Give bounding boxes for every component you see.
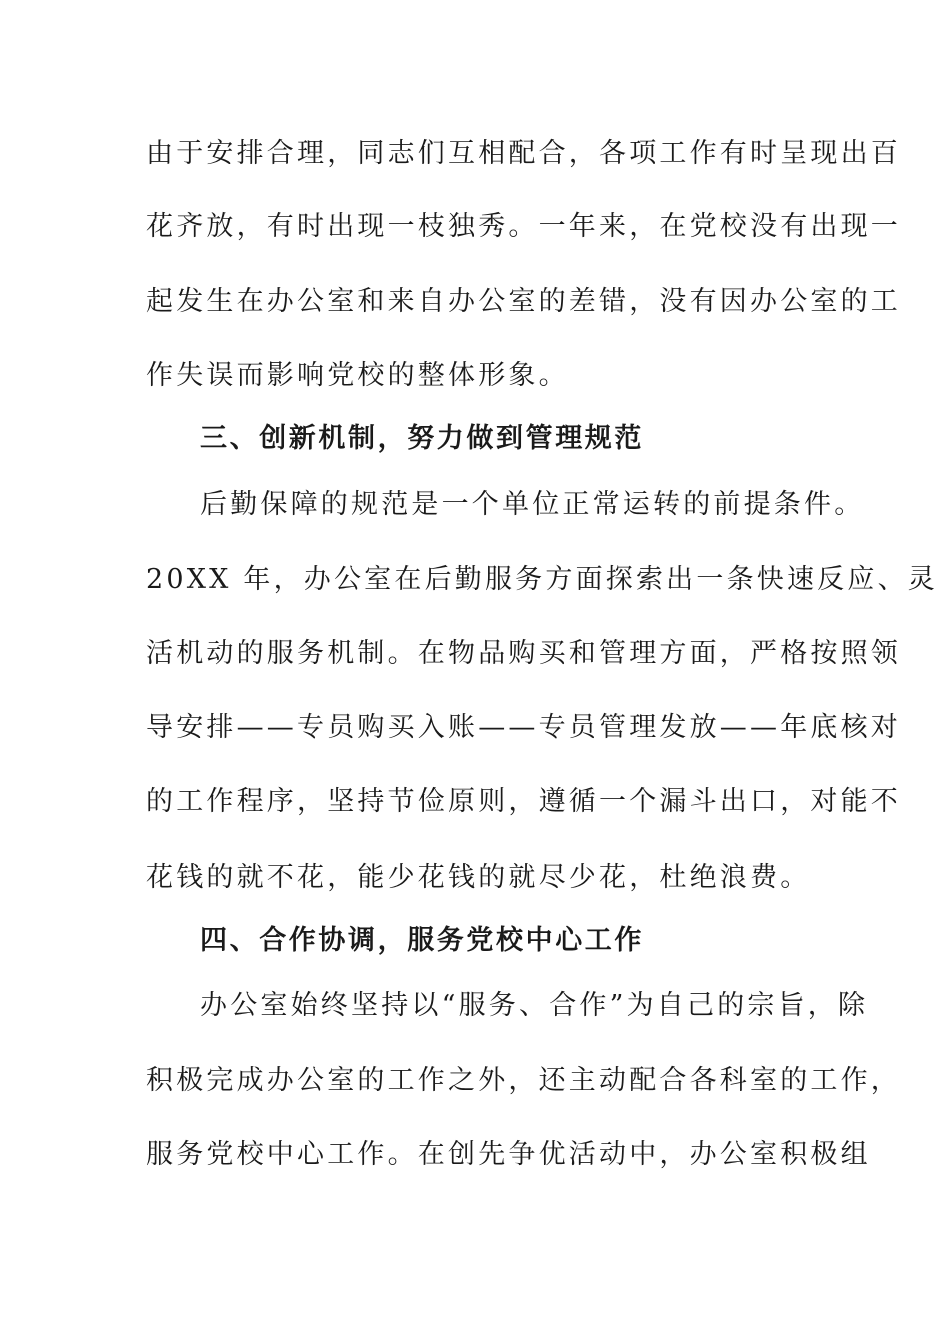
paragraph2-line-6: 花钱的就不花，能少花钱的就尽少花，杜绝浪费。	[146, 862, 811, 893]
paragraph2-line-3: 活机动的服务机制。在物品购买和管理方面，严格按照领	[146, 638, 901, 669]
paragraph1-line-2: 花齐放，有时出现一枝独秀。一年来，在党校没有出现一	[146, 211, 901, 242]
paragraph2-line-4: 导安排——专员购买入账——专员管理发放——年底核对	[146, 712, 901, 743]
paragraph1-line-3: 起发生在办公室和来自办公室的差错，没有因办公室的工	[146, 286, 901, 317]
paragraph2-line-1: 后勤保障的规范是一个单位正常运转的前提条件。	[200, 489, 865, 520]
section-heading-3: 三、创新机制，努力做到管理规范	[200, 423, 644, 454]
paragraph1-line-4: 作失误而影响党校的整体形象。	[146, 360, 569, 391]
section-heading-4: 四、合作协调，服务党校中心工作	[200, 925, 644, 956]
paragraph1-line-1: 由于安排合理，同志们互相配合，各项工作有时呈现出百	[146, 138, 901, 169]
paragraph3-line-2: 积极完成办公室的工作之外，还主动配合各科室的工作，	[146, 1065, 901, 1096]
paragraph2-line-5: 的工作程序，坚持节俭原则，遵循一个漏斗出口，对能不	[146, 786, 901, 817]
paragraph3-line-1: 办公室始终坚持以“服务、合作”为自己的宗旨，除	[200, 990, 869, 1021]
paragraph2-line-2: 20XX 年，办公室在后勤服务方面探索出一条快速反应、灵	[146, 564, 938, 595]
paragraph3-line-3: 服务党校中心工作。在创先争优活动中，办公室积极组	[146, 1139, 871, 1170]
